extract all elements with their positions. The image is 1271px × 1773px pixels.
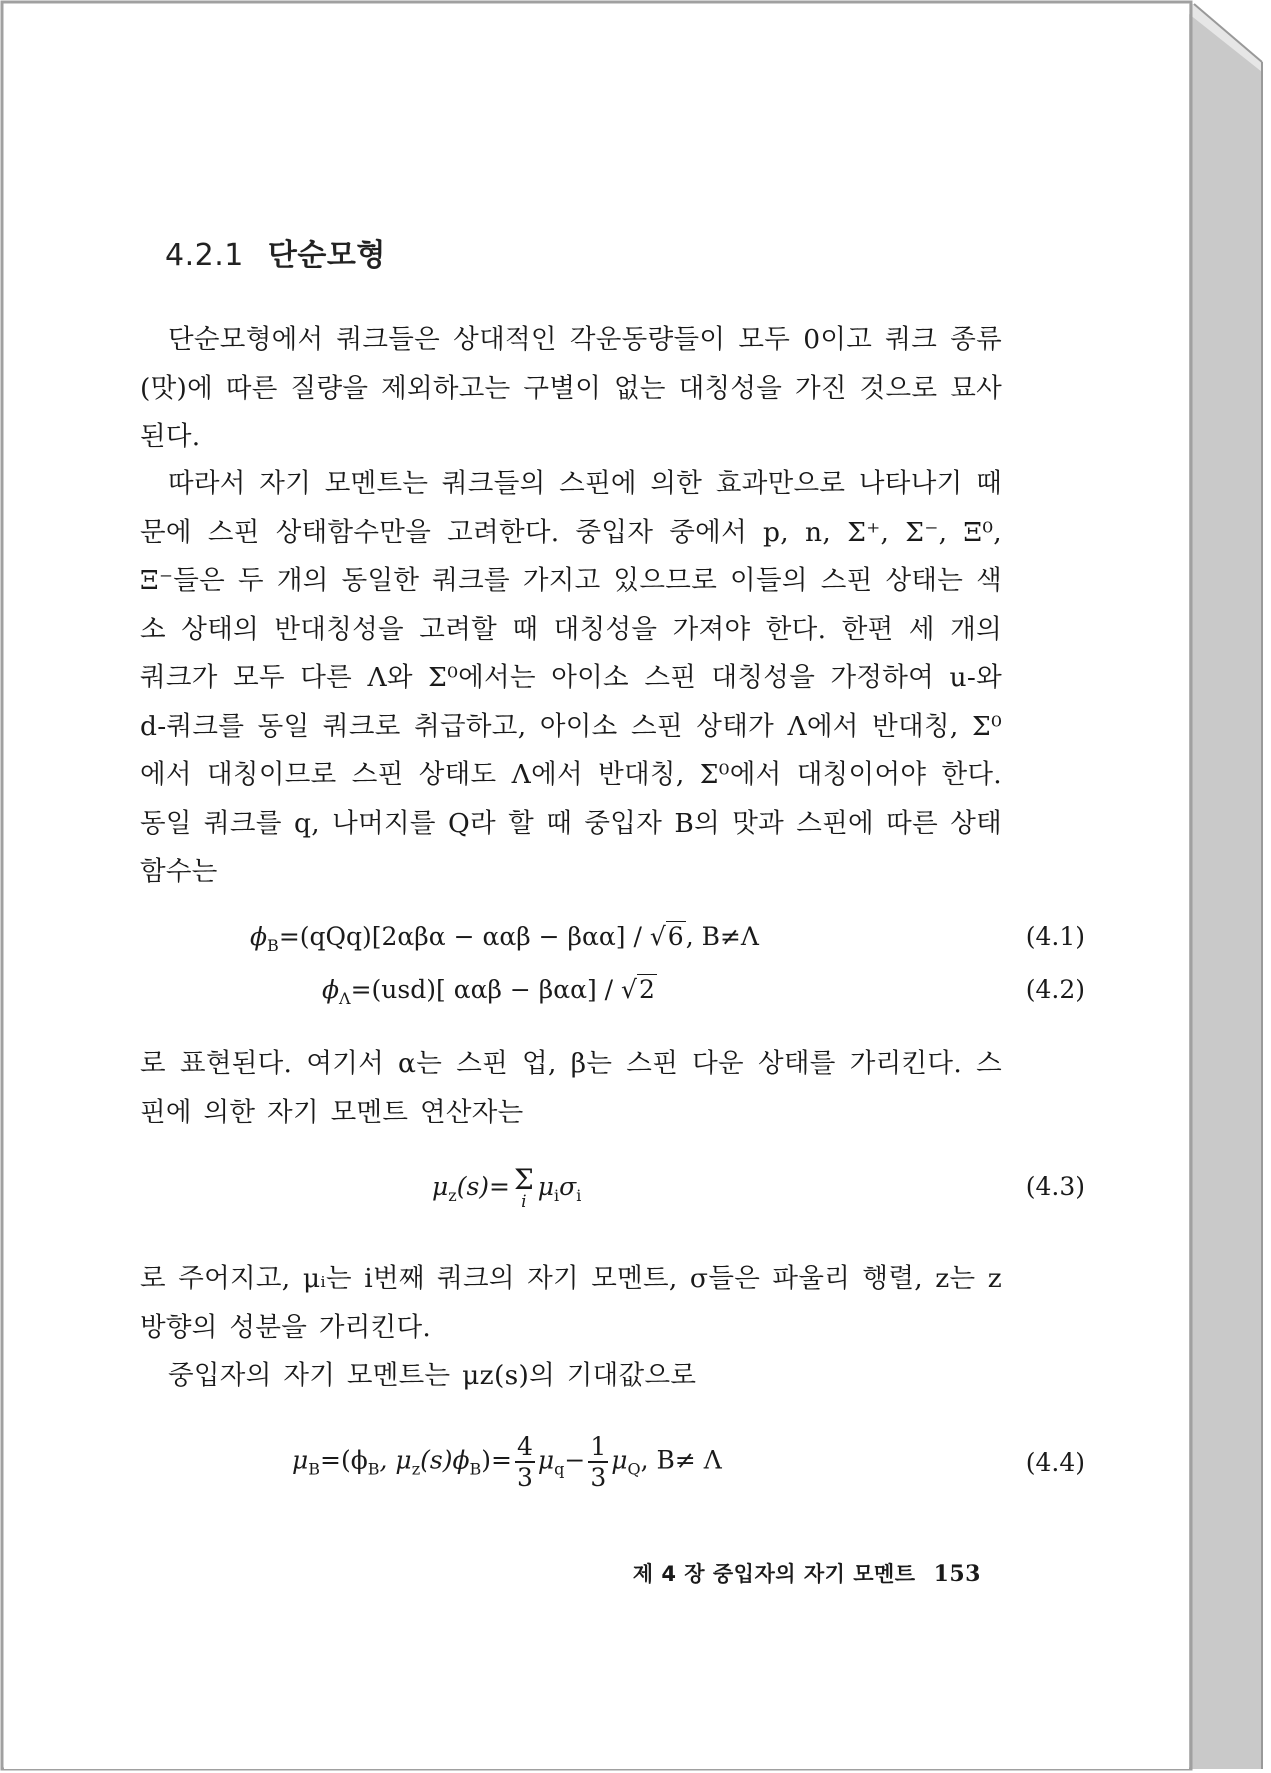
- paragraph-3: 로 표현된다. 여기서 α는 스핀 업, β는 스핀 다운 상태를 가리킨다. 스핀에 의한 자기 모멘트 연산자는: [140, 1048, 1002, 1128]
- equation-4-1: $\phi_B=(qQq)[2\alpha\beta\alpha - \alpha\alpha\beta - \beta\alpha\alpha] / √6$, B≠Λ: [250, 922, 759, 955]
- equation-4-3: $\mu_z(s)=$ Σ i $\mu_i\sigma_i$: [432, 1163, 582, 1212]
- chapter-title: 제 4 장 중입자의 자기 모멘트: [632, 1562, 916, 1586]
- equation-number-4-3: (4.3): [1025, 1172, 1085, 1201]
- section-title: 단순모형: [267, 238, 386, 273]
- paragraph-4: 로 주어지고, μᵢ는 i번째 쿼크의 자기 모멘트, σ들은 파울리 행렬, z는 z 방향의 성분을 가리킨다.: [140, 1263, 1002, 1343]
- equation-4-4: $\mu_B=(\phi_B$, $\mu_z(s)\phi_B)=$ $\frac{4}{3}$ $\mu_q-$ $\frac{1}{3}$ $\mu_Q$, B≠ Λ: [292, 1432, 722, 1492]
- equation-4-2: $\phi_\Lambda=(usd)$[ ααβ − βαα] / √2: [322, 975, 655, 1008]
- paragraph-2: 따라서 자기 모멘트는 쿼크들의 스핀에 의한 효과만으로 나타나기 때문에 스핀 상태함수만을 고려한다. 중입자 중에서 p, n, Σ⁺, Σ⁻, Ξ⁰, Ξ⁻들은 두 개의 동일한 쿼크를 가지고 있으므로 이들의 스핀 상태는 색소 상태의 반대칭성을 고려할 때 대칭성을 가져야 한다. 한편 세 개의 쿼크가 모두 다른 Λ와 Σ⁰에서는 아이소 스핀 대칭성을 가정하여 u-와 d-쿼크를 동일 쿼크로 취급하고, 아이소 스핀 상태가 Λ에서 반대칭, Σ⁰에서 대칭이므로 스핀 상태도 Λ에서 반대칭, Σ⁰에서 대칭이어야 한다. 동일 쿼크를 q, 나머지를 Q라 할 때 중입자 B의 맛과 스핀에 따른 상태함수는: [140, 468, 1002, 887]
- page-number: 153: [933, 1561, 981, 1587]
- equation-number-4-2: (4.2): [1025, 975, 1085, 1004]
- equation-number-4-1: (4.1): [1025, 922, 1085, 951]
- section-number: 4.2.1: [165, 238, 244, 273]
- section-heading: [165, 230, 386, 274]
- paragraph-1: 단순모형에서 쿼크들은 상대적인 각운동량들이 모두 0이고 쿼크 종류(맛)에 따른 질량을 제외하고는 구별이 없는 대칭성을 가진 것으로 묘사된다.: [140, 324, 1002, 452]
- summation-symbol: Σ: [513, 1163, 534, 1196]
- equation-number-4-4: (4.4): [1025, 1448, 1085, 1477]
- page-footer: [633, 1558, 981, 1588]
- paragraph-5: 중입자의 자기 모멘트는 μz(s)의 기대값으로: [168, 1360, 697, 1391]
